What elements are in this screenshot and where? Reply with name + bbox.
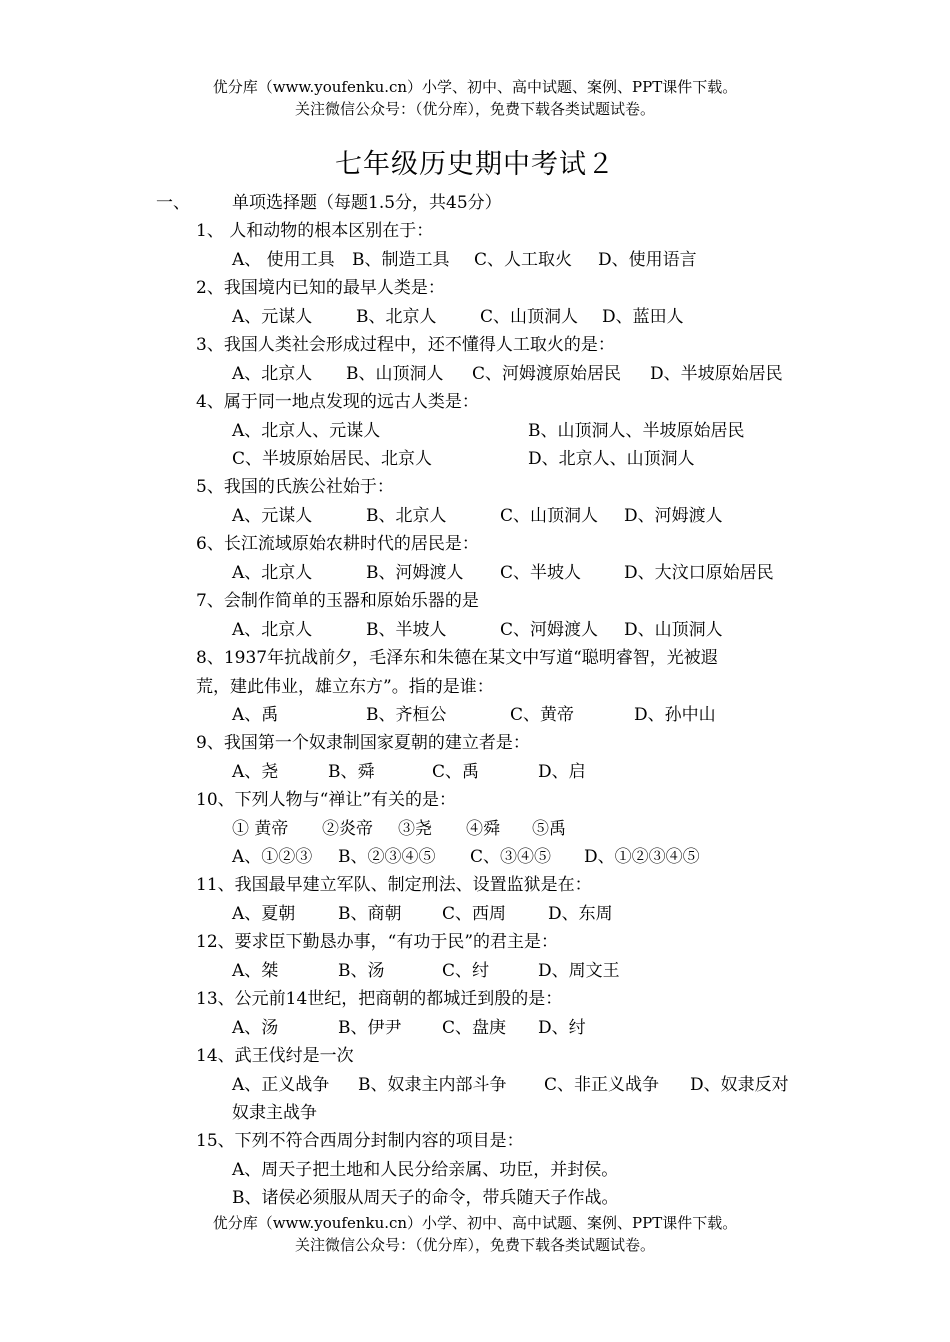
question-15-option-b: B、诸侯必须服从周天子的命令，带兵随天子作战。 <box>232 1188 619 1208</box>
item-3: ③尧 <box>398 819 432 839</box>
question-13: 13、公元前14世纪，把商朝的都城迁到殷的是： <box>196 989 563 1009</box>
option-d: D、半坡原始居民 <box>650 364 783 384</box>
item-2: ②炎帝 <box>322 819 373 839</box>
option-c: C、山顶洞人 <box>500 506 599 526</box>
question-14: 14、武王伐纣是一次 <box>196 1046 354 1066</box>
question-15: 15、下列不符合西周分封制内容的项目是： <box>196 1131 524 1151</box>
question-14-option-d-continued: 奴隶主战争 <box>232 1103 317 1123</box>
option-b: B、商朝 <box>338 904 402 924</box>
section-number: 一、 <box>156 193 190 213</box>
question-5: 5、我国的氏族公社始于： <box>196 477 394 497</box>
header-line-2: 关注微信公众号：（优分库），免费下载各类试题试卷。 <box>294 100 655 118</box>
option-c: C、③④⑤ <box>470 847 552 867</box>
option-a: A、元谋人 <box>232 506 313 526</box>
footer-line-1: 优分库（www.youfenku.cn）小学、初中、高中试题、案例、PPT课件下载。 <box>212 1214 738 1232</box>
question-7: 7、会制作简单的玉器和原始乐器的是 <box>196 591 479 611</box>
footer-line-2: 关注微信公众号：（优分库），免费下载各类试题试卷。 <box>294 1236 655 1254</box>
option-c: C、半坡原始居民、北京人 <box>232 449 433 469</box>
option-b: B、汤 <box>338 961 385 981</box>
section-text: 单项选择题（每题1.5分，共45分） <box>232 193 502 213</box>
option-c: C、西周 <box>442 904 507 924</box>
item-5: ⑤禹 <box>532 819 566 839</box>
option-c: C、人工取火 <box>474 250 573 270</box>
option-d: D、使用语言 <box>598 250 697 270</box>
item-4: ④舜 <box>466 819 500 839</box>
option-c: C、黄帝 <box>510 705 575 725</box>
option-b: B、奴隶主内部斗争 <box>358 1075 507 1095</box>
option-a: A、正义战争 <box>232 1075 330 1095</box>
option-b: B、河姆渡人 <box>366 563 464 583</box>
question-4: 4、属于同一地点发现的远古人类是： <box>196 392 479 412</box>
option-d: D、纣 <box>538 1018 586 1038</box>
option-a: A、北京人 <box>232 364 313 384</box>
option-d: D、河姆渡人 <box>624 506 723 526</box>
question-15-option-a: A、周天子把土地和人民分给亲属、功臣，并封侯。 <box>232 1160 619 1180</box>
option-c: C、非正义战争 <box>544 1075 660 1095</box>
option-d: D、启 <box>538 762 586 782</box>
option-c: C、河姆渡原始居民 <box>472 364 622 384</box>
option-b: B、山顶洞人 <box>346 364 444 384</box>
question-8-continued: 荒，建此伟业，雄立东方”。指的是谁： <box>196 677 494 697</box>
option-d: D、大汶口原始居民 <box>624 563 774 583</box>
option-a: A、尧 <box>232 762 279 782</box>
question-2: 2、我国境内已知的最早人类是： <box>196 278 445 298</box>
option-c: C、河姆渡人 <box>500 620 599 640</box>
option-d: D、蓝田人 <box>602 307 684 327</box>
option-c: C、禹 <box>432 762 480 782</box>
option-d: D、奴隶反对 <box>690 1075 789 1095</box>
option-b: B、伊尹 <box>338 1018 402 1038</box>
option-a: A、禹 <box>232 705 279 725</box>
question-8: 8、1937年抗战前夕，毛泽东和朱德在某文中写道“聪明睿智，光被遐 <box>196 648 718 668</box>
question-6: 6、长江流域原始农耕时代的居民是： <box>196 534 479 554</box>
question-12: 12、要求臣下勤恳办事，“有功于民”的君主是： <box>196 932 559 952</box>
option-b: B、山顶洞人、半坡原始居民 <box>528 421 745 441</box>
option-a: A、元谋人 <box>232 307 313 327</box>
option-c: C、山顶洞人 <box>480 307 579 327</box>
option-b: B、北京人 <box>356 307 437 327</box>
question-11: 11、我国最早建立军队、制定刑法、设置监狱是在： <box>196 875 592 895</box>
option-a: A、汤 <box>232 1018 279 1038</box>
option-d: D、北京人、山顶洞人 <box>528 449 695 469</box>
option-a: A、 使用工具 <box>232 250 335 270</box>
option-a: A、夏朝 <box>232 904 296 924</box>
option-d: D、东周 <box>548 904 613 924</box>
option-c: C、半坡人 <box>500 563 582 583</box>
option-b: B、北京人 <box>366 506 447 526</box>
option-a: A、北京人 <box>232 563 313 583</box>
option-d: D、孙中山 <box>634 705 716 725</box>
option-c: C、纣 <box>442 961 490 981</box>
option-b: B、②③④⑤ <box>338 847 436 867</box>
question-3: 3、我国人类社会形成过程中，还不懂得人工取火的是： <box>196 335 615 355</box>
option-d: D、①②③④⑤ <box>584 847 700 867</box>
header-line-1: 优分库（www.youfenku.cn）小学、初中、高中试题、案例、PPT课件下载。 <box>212 78 738 96</box>
question-9: 9、我国第一个奴隶制国家夏朝的建立者是： <box>196 733 530 753</box>
question-10: 10、下列人物与“禅让”有关的是： <box>196 790 457 810</box>
option-a: A、桀 <box>232 961 279 981</box>
option-c: C、盘庚 <box>442 1018 507 1038</box>
option-d: D、周文王 <box>538 961 620 981</box>
question-1: 1、 人和动物的根本区别在于： <box>196 221 434 241</box>
option-b: B、制造工具 <box>352 250 450 270</box>
option-b: B、舜 <box>328 762 375 782</box>
option-a: A、北京人、元谋人 <box>232 421 381 441</box>
option-d: D、山顶洞人 <box>624 620 723 640</box>
page-title: 七年级历史期中考试２ <box>335 149 615 180</box>
option-b: B、齐桓公 <box>366 705 447 725</box>
option-b: B、半坡人 <box>366 620 447 640</box>
option-a: A、北京人 <box>232 620 313 640</box>
option-a: A、①②③ <box>232 847 313 867</box>
item-1: ① 黄帝 <box>232 819 289 839</box>
